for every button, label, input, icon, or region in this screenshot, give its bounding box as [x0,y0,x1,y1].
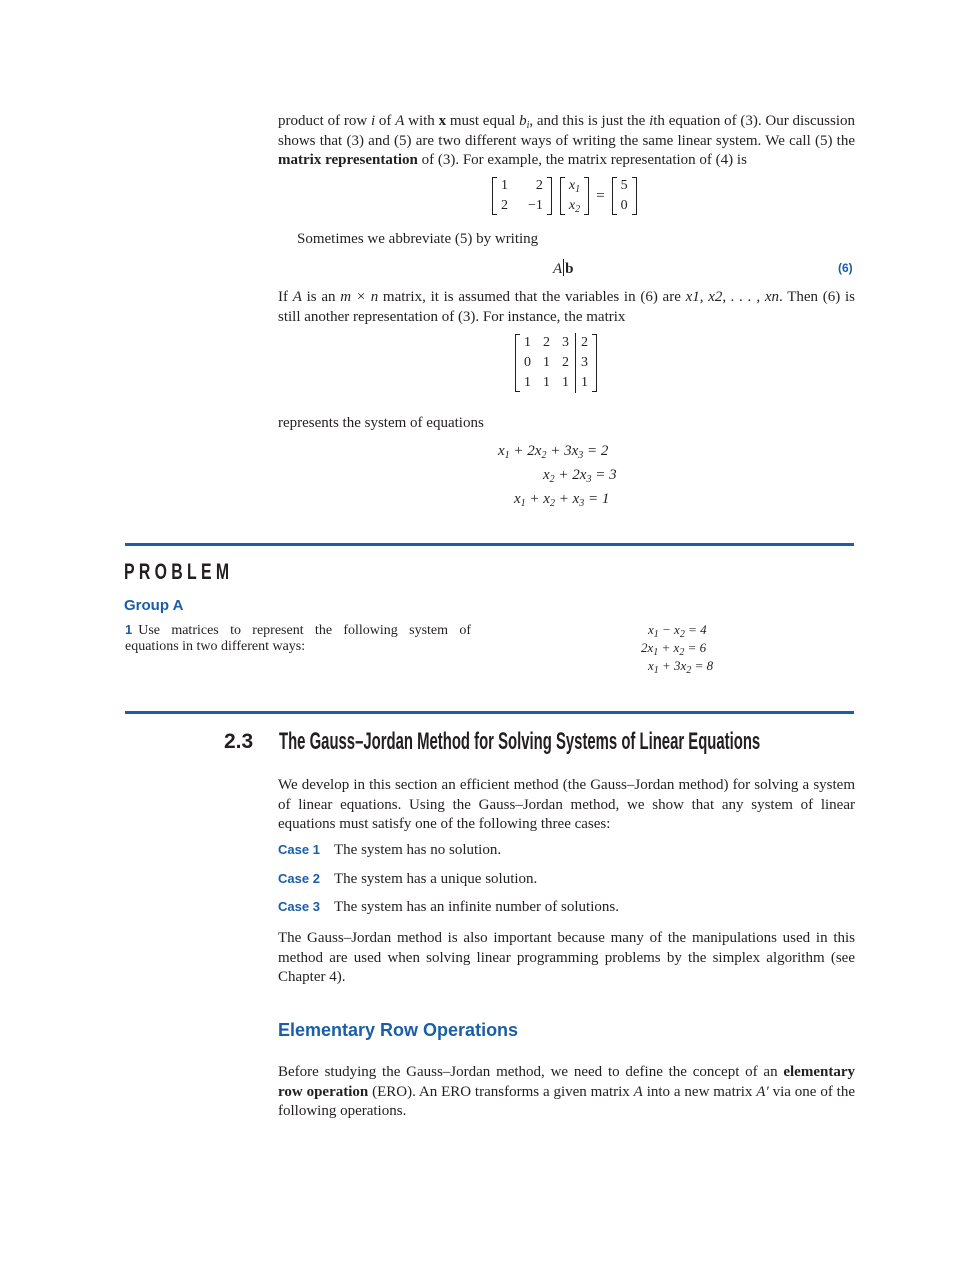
after-cases-paragraph: The Gauss–Jordan method is also important because many of the manipulations used in this method are used when solving linear programming problems by the simplex algorithm (see Chapter 4). [278,930,855,985]
equation-6-label: (6) [838,261,853,275]
subheading-elementary-row-operations: Elementary Row Operations [278,1020,519,1040]
case-2: Case 2 The system has a unique solution. [278,871,538,887]
system-equation-3: $x_1 + x_2 + x_3 = 1$ [514,491,610,509]
problem-number: 1 [125,622,133,637]
intro-paragraph: product of row i of A with x must equal $b_i$, and this is just the ith equation of (3). Our discussion shows that (3) and (5) are two different ways of writing the same linear system. We call (5) the matrix representation of (3). For example, the matrix representation of (4) is [278,113,856,168]
problem-equation-1: $x_1 - x_2 = 4$ [648,622,707,640]
equals-sign: = [596,187,605,204]
case-2-label: Case 2 [278,871,320,886]
represents-text: represents the system of equations [278,415,484,431]
problem-1: 1 Use matrices to represent the following system of equations in two different ways: [125,622,471,654]
case-3: Case 3 The system has an infinite number of solutions. [278,899,619,915]
section-title: The Gauss–Jordan Method for Solving Systems of Linear Equations [279,728,761,755]
term-matrix-representation: matrix representation [278,152,418,168]
section-top-rule [125,711,854,714]
problem-equation-3: $x_1 + 3x_2 = 8$ [648,658,714,676]
example-matrix-equation [492,176,637,216]
group-a-heading: Group A [124,597,184,614]
paragraph-2: If A is an m × n matrix, it is assumed that the variables in (6) are x1, x2, . . . , xn. Then (6) is still another representation of (3). For instance, the matrix [278,289,855,325]
section-number: 2.3 [224,730,254,753]
case-1-label: Case 1 [278,842,320,857]
case-3-label: Case 3 [278,899,320,914]
rhs-vector: 5 0 [612,176,637,216]
ero-paragraph: Before studying the Gauss–Jordan method, we need to define the concept of an elementary row operation (ERO). An ERO transforms a given matrix A into a new matrix A′ via one of the following operations. [278,1064,855,1119]
problem-heading: PROBLEM [124,559,234,584]
term-elementary-row-operation: elementary row operation [278,1064,855,1100]
coefficient-matrix: 1 2 2 −1 [492,176,552,216]
section-intro: We develop in this section an efficient method (the Gauss–Jordan method) for solving a system of linear equations. Using the Gauss–Jordan method, we show that any system of linear equations must satisfy one of the following three cases: [278,777,855,832]
system-equation-2: $x_2 + 2x_3 = 3$ [543,467,617,485]
system-equation-1: $x_1 + 2x_2 + 3x_3 = 2$ [498,443,609,461]
problem-top-rule [125,543,854,546]
abbrev-text: Sometimes we abbreviate (5) by writing [297,231,539,247]
equation-6: A b [553,261,574,277]
problem-equation-2: $2x_1 + x_2 = 6$ [641,640,707,658]
case-1: Case 1 The system has no solution. [278,842,502,858]
augmented-matrix: 1 2 3 2 0 1 2 3 1 1 1 1 [515,333,597,393]
variable-vector: $x_1$ $x_2$ [560,176,589,216]
